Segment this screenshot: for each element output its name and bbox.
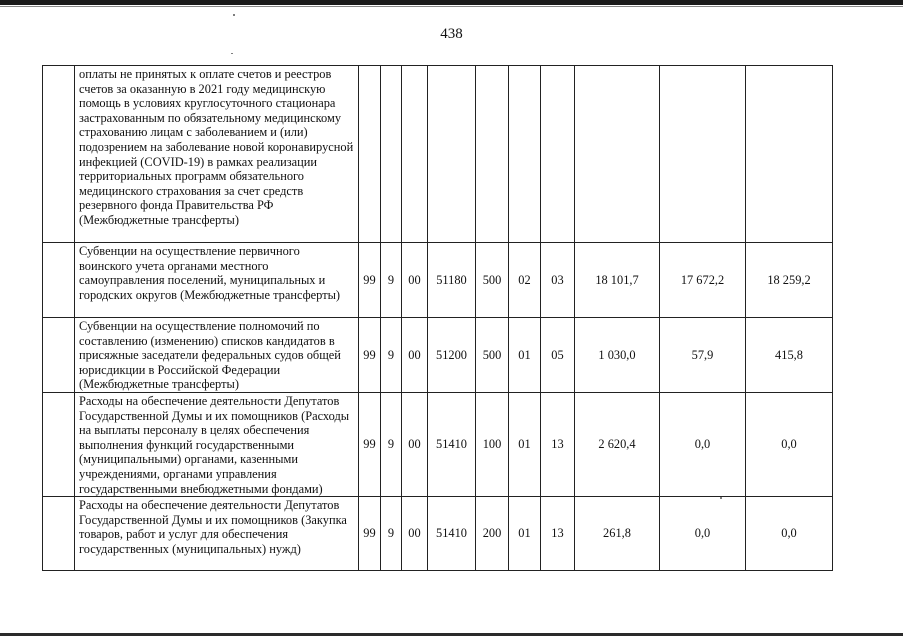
scan-top-border-thin	[0, 6, 903, 7]
direction-cell: 00	[402, 497, 428, 571]
description-cell: Субвенции на осуществление полномочий по составлению (изменению) списков кандидатов в присяжные заседатели федеральных судов общей юрисдикции в Российской Федерации (Межбюджетные трансферты)	[75, 318, 359, 393]
section-cell: 02	[509, 243, 541, 318]
subprogram-cell: 9	[381, 393, 402, 497]
program-cell	[359, 66, 381, 243]
row-number-cell	[43, 497, 75, 571]
expense-code-cell: 51410	[428, 393, 476, 497]
amount-cell-2: 0,0	[660, 497, 746, 571]
direction-cell: 00	[402, 243, 428, 318]
amount-cell-3: 0,0	[746, 497, 833, 571]
row-number-cell	[43, 66, 75, 243]
amount-cell-2: 17 672,2	[660, 243, 746, 318]
scan-top-border	[0, 0, 903, 5]
budget-table	[42, 65, 833, 571]
subsection-cell: 13	[541, 497, 575, 571]
expense-code-cell: 51200	[428, 318, 476, 393]
table-row	[43, 497, 833, 571]
amount-cell-3: 0,0	[746, 393, 833, 497]
expense-type-cell: 500	[476, 318, 509, 393]
program-cell: 99	[359, 318, 381, 393]
subprogram-cell: 9	[381, 497, 402, 571]
row-number-cell	[43, 393, 75, 497]
scan-bottom-border	[0, 633, 903, 636]
direction-cell: 00	[402, 318, 428, 393]
expense-code-cell: 51180	[428, 243, 476, 318]
amount-cell-3: 415,8	[746, 318, 833, 393]
subsection-cell	[541, 66, 575, 243]
program-cell: 99	[359, 243, 381, 318]
section-cell: 01	[509, 393, 541, 497]
table-row	[43, 393, 833, 497]
expense-type-cell: 500	[476, 243, 509, 318]
scan-speck	[233, 14, 235, 16]
expense-type-cell: 200	[476, 497, 509, 571]
direction-cell: 00	[402, 393, 428, 497]
amount-cell-1: 1 030,0	[575, 318, 660, 393]
amount-cell-3: 18 259,2	[746, 243, 833, 318]
expense-code-cell	[428, 66, 476, 243]
table-row	[43, 66, 833, 243]
table-row	[43, 243, 833, 318]
subprogram-cell	[381, 66, 402, 243]
description-cell: Субвенции на осуществление первичного воинского учета органами местного самоуправления поселений, муниципальных и городских округов (Межбюджетные трансферты)	[75, 243, 359, 318]
amount-cell-1: 2 620,4	[575, 393, 660, 497]
program-cell: 99	[359, 497, 381, 571]
description-cell: Расходы на обеспечение деятельности Депутатов Государственной Думы и их помощников (Расходы на выплаты персоналу в целях обеспечения выполнения функций государственными (муниципальными) органами, казенными учреждениями, органами управления государственными внебюджетными фондами)	[75, 393, 359, 497]
expense-code-cell: 51410	[428, 497, 476, 571]
direction-cell	[402, 66, 428, 243]
row-number-cell	[43, 243, 75, 318]
table-row	[43, 318, 833, 393]
page-number: 438	[440, 26, 463, 42]
expense-type-cell	[476, 66, 509, 243]
amount-cell-1: 18 101,7	[575, 243, 660, 318]
program-cell: 99	[359, 393, 381, 497]
section-cell	[509, 66, 541, 243]
subprogram-cell: 9	[381, 243, 402, 318]
scan-speck	[231, 53, 233, 54]
section-cell: 01	[509, 497, 541, 571]
row-number-cell	[43, 318, 75, 393]
amount-cell-2	[660, 66, 746, 243]
subsection-cell: 03	[541, 243, 575, 318]
amount-cell-1: 261,8	[575, 497, 660, 571]
subsection-cell: 05	[541, 318, 575, 393]
expense-type-cell: 100	[476, 393, 509, 497]
subsection-cell: 13	[541, 393, 575, 497]
description-cell: Расходы на обеспечение деятельности Депутатов Государственной Думы и их помощников (Закупка товаров, работ и услуг для обеспечения государственных (муниципальных) нужд)	[75, 497, 359, 571]
amount-cell-3	[746, 66, 833, 243]
amount-cell-2: 0,0	[660, 393, 746, 497]
section-cell: 01	[509, 318, 541, 393]
subprogram-cell: 9	[381, 318, 402, 393]
amount-cell-2: 57,9	[660, 318, 746, 393]
description-cell: оплаты не принятых к оплате счетов и реестров счетов за оказанную в 2021 году медицинскую помощь в условиях круглосуточного стационара застрахованным по обязательному медицинскому страхованию лицам с заболеванием и (или) подозрением на заболевание новой коронавирусной инфекцией (COVID-19) в рамках реализации территориальных программ обязательного медицинского страхования за счет средств резервного фонда Правительства РФ (Межбюджетные трансферты)	[75, 66, 359, 243]
amount-cell-1	[575, 66, 660, 243]
